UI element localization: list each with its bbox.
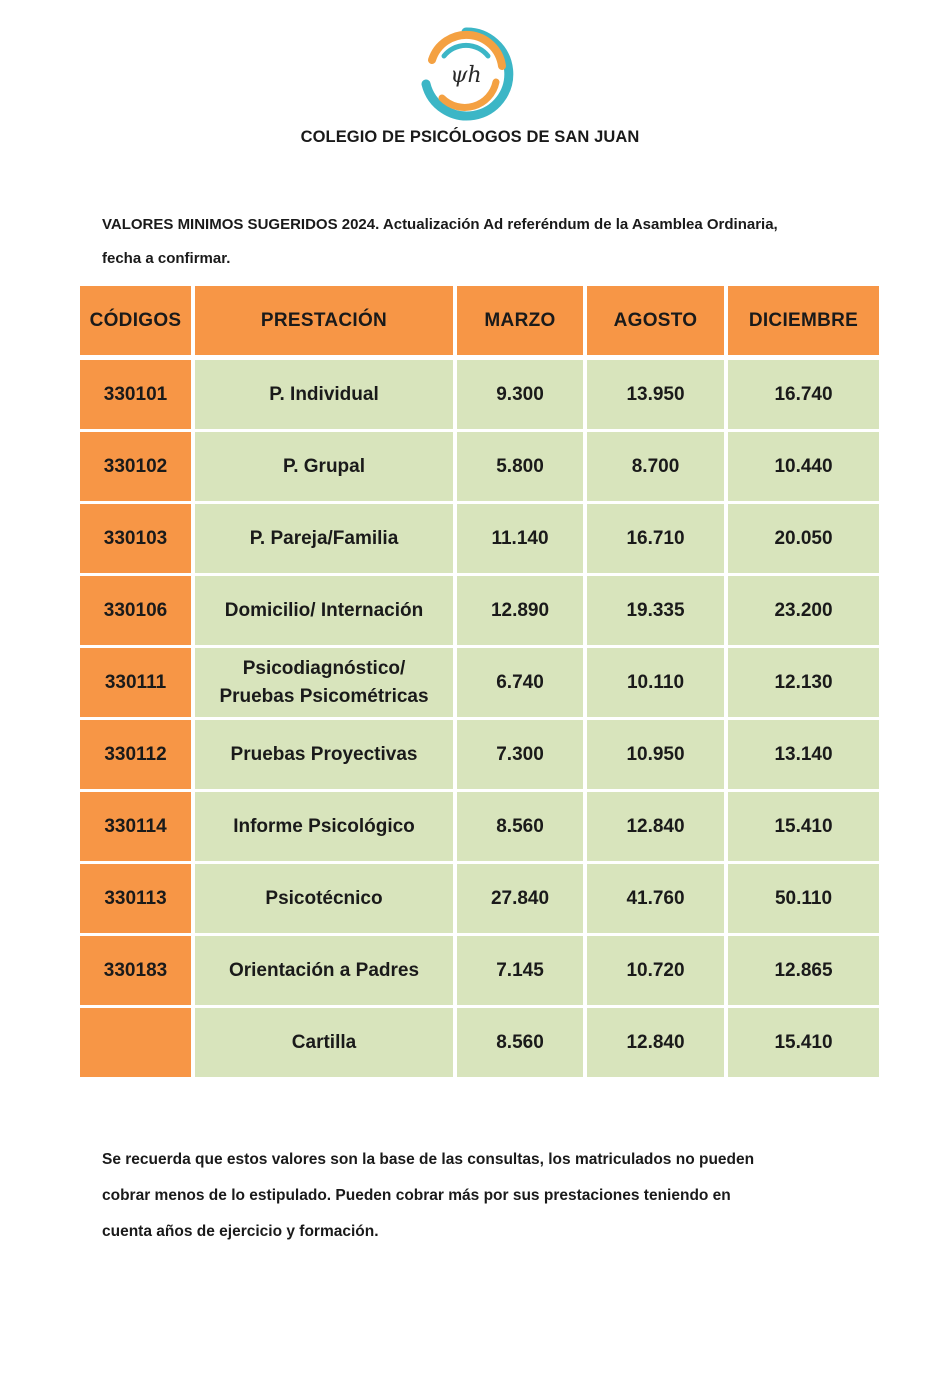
service-cell: Orientación a Padres bbox=[195, 936, 457, 1008]
logo-text: ψh bbox=[450, 63, 482, 88]
code-cell: 330111 bbox=[80, 648, 195, 720]
table-row bbox=[80, 576, 879, 648]
agosto-cell: 13.950 bbox=[587, 360, 728, 432]
diciembre-cell: 12.130 bbox=[728, 648, 879, 720]
diciembre-cell: 12.865 bbox=[728, 936, 879, 1008]
agosto-cell: 19.335 bbox=[587, 576, 728, 648]
marzo-cell: 7.145 bbox=[457, 936, 587, 1008]
code-cell: 330183 bbox=[80, 936, 195, 1008]
service-cell: Informe Psicológico bbox=[195, 792, 457, 864]
column-header-diciembre: DICIEMBRE bbox=[728, 286, 879, 360]
agosto-cell: 12.840 bbox=[587, 1008, 728, 1077]
table-row bbox=[80, 432, 879, 504]
diciembre-cell: 23.200 bbox=[728, 576, 879, 648]
diciembre-cell: 15.410 bbox=[728, 792, 879, 864]
fees-table bbox=[80, 286, 879, 1077]
table-row bbox=[80, 792, 879, 864]
service-line-2: Pruebas Psicométricas bbox=[219, 685, 429, 707]
marzo-cell: 27.840 bbox=[457, 864, 587, 936]
marzo-cell: 5.800 bbox=[457, 432, 587, 504]
marzo-cell: 7.300 bbox=[457, 720, 587, 792]
table-row bbox=[80, 720, 879, 792]
code-cell bbox=[80, 1008, 195, 1077]
footer-line-3: cuenta años de ejercicio y formación. bbox=[102, 1223, 379, 1240]
column-header-prestacion: PRESTACIÓN bbox=[195, 286, 457, 360]
marzo-cell: 8.560 bbox=[457, 792, 587, 864]
code-cell: 330101 bbox=[80, 360, 195, 432]
service-cell: P. Pareja/Familia bbox=[195, 504, 457, 576]
marzo-cell: 12.890 bbox=[457, 576, 587, 648]
intro-text bbox=[102, 208, 842, 276]
marzo-cell: 11.140 bbox=[457, 504, 587, 576]
footer-note bbox=[102, 1142, 842, 1250]
table-row bbox=[80, 936, 879, 1008]
organization-title: COLEGIO DE PSICÓLOGOS DE SAN JUAN bbox=[300, 128, 640, 146]
footer-line-1: Se recuerda que estos valores son la base de las consultas, los matriculados no pueden bbox=[102, 1151, 755, 1168]
agosto-cell: 8.700 bbox=[587, 432, 728, 504]
code-cell: 330113 bbox=[80, 864, 195, 936]
service-cell: Domicilio/ Internación bbox=[195, 576, 457, 648]
service-cell: Psicotécnico bbox=[195, 864, 457, 936]
diciembre-cell: 20.050 bbox=[728, 504, 879, 576]
table-row bbox=[80, 1008, 879, 1077]
agosto-cell: 16.710 bbox=[587, 504, 728, 576]
diciembre-cell: 10.440 bbox=[728, 432, 879, 504]
service-cell: P. Grupal bbox=[195, 432, 457, 504]
marzo-cell: 8.560 bbox=[457, 1008, 587, 1077]
marzo-cell: 6.740 bbox=[457, 648, 587, 720]
table-row bbox=[80, 504, 879, 576]
table-row bbox=[80, 648, 879, 720]
service-cell: Cartilla bbox=[195, 1008, 457, 1077]
diciembre-cell: 15.410 bbox=[728, 1008, 879, 1077]
intro-line-2: fecha a confirmar. bbox=[102, 250, 231, 267]
service-cell: Pruebas Proyectivas bbox=[195, 720, 457, 792]
agosto-cell: 10.950 bbox=[587, 720, 728, 792]
agosto-cell: 10.720 bbox=[587, 936, 728, 1008]
footer-line-2: cobrar menos de lo estipulado. Pueden cobrar más por sus prestaciones teniendo en bbox=[102, 1187, 731, 1204]
marzo-cell: 9.300 bbox=[457, 360, 587, 432]
column-header-marzo: MARZO bbox=[457, 286, 587, 360]
code-cell: 330106 bbox=[80, 576, 195, 648]
service-cell: P. Individual bbox=[195, 360, 457, 432]
table-header-row bbox=[80, 286, 879, 360]
service-cell bbox=[195, 648, 457, 720]
diciembre-cell: 50.110 bbox=[728, 864, 879, 936]
diciembre-cell: 16.740 bbox=[728, 360, 879, 432]
code-cell: 330112 bbox=[80, 720, 195, 792]
agosto-cell: 12.840 bbox=[587, 792, 728, 864]
column-header-codigos: CÓDIGOS bbox=[80, 286, 195, 360]
table-row bbox=[80, 864, 879, 936]
service-line-1: Psicodiagnóstico/ bbox=[242, 657, 406, 679]
agosto-cell: 10.110 bbox=[587, 648, 728, 720]
diciembre-cell: 13.140 bbox=[728, 720, 879, 792]
agosto-cell: 41.760 bbox=[587, 864, 728, 936]
table-row bbox=[80, 360, 879, 432]
code-cell: 330102 bbox=[80, 432, 195, 504]
intro-line-1: VALORES MINIMOS SUGERIDOS 2024. Actualización Ad referéndum de la Asamblea Ordinaria, bbox=[102, 216, 778, 233]
code-cell: 330103 bbox=[80, 504, 195, 576]
code-cell: 330114 bbox=[80, 792, 195, 864]
psychology-colegio-logo-icon bbox=[418, 26, 514, 122]
column-header-agosto: AGOSTO bbox=[587, 286, 728, 360]
